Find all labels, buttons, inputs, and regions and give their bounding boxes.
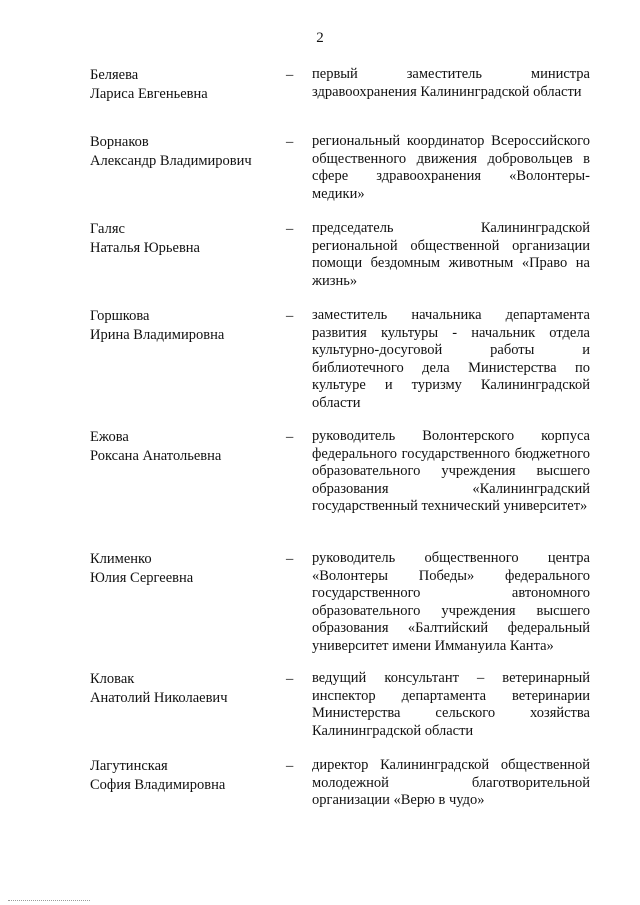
member-position: ведущий консультант – ветеринарный инспектор департамента ветеринарии Министерства сельского хозяйства Калининградской области	[312, 670, 590, 739]
member-surname: Клименко	[90, 551, 152, 567]
member-position: заместитель начальника департамента развития культуры - начальник отдела культурно-досуговой работы и библиотечного дела Министерства по культуре и туризму Калининградской области	[312, 307, 590, 411]
member-name	[90, 550, 280, 588]
member-name	[90, 307, 280, 345]
member-given-names: Наталья Юрьевна	[90, 240, 200, 256]
member-position: руководитель общественного центра «Волонтеры Победы» федерального государственного автономного образовательного учреждения высшего образования «Балтийский федеральный университет имени Иммануила Канта»	[312, 550, 590, 654]
dash-separator: –	[286, 551, 294, 567]
member-surname: Ворнаков	[90, 134, 149, 150]
member-name	[90, 670, 280, 708]
member-name	[90, 133, 280, 171]
member-position: региональный координатор Всероссийского общественного движения добровольцев в сфере здравоохранения «Волонтеры-медики»	[312, 133, 590, 202]
member-given-names: Ирина Владимировна	[90, 327, 225, 343]
member-given-names: Александр Владимирович	[90, 153, 252, 169]
member-position: первый заместитель министра здравоохранения Калининградской области	[312, 66, 590, 100]
member-surname: Горшкова	[90, 308, 150, 324]
dash-separator: –	[286, 429, 294, 445]
dash-separator: –	[286, 67, 294, 83]
member-surname: Галяс	[90, 221, 125, 237]
member-given-names: Лариса Евгеньевна	[90, 86, 208, 102]
dash-separator: –	[286, 308, 294, 324]
dash-separator: –	[286, 221, 294, 237]
member-surname: Лагутинская	[90, 758, 168, 774]
member-surname: Беляева	[90, 67, 139, 83]
member-given-names: София Владимировна	[90, 777, 226, 793]
member-name	[90, 428, 280, 466]
dash-separator: –	[286, 758, 294, 774]
member-name	[90, 220, 280, 258]
member-given-names: Роксана Анатольевна	[90, 448, 222, 464]
member-surname: Кловак	[90, 671, 135, 687]
page-number: 2	[316, 30, 324, 46]
member-given-names: Анатолий Николаевич	[90, 690, 228, 706]
member-position: директор Калининградской общественной молодежной благотворительной организации «Верю в чудо»	[312, 757, 590, 809]
member-position: председатель Калининградской региональной общественной организации помощи бездомным животным «Право на жизнь»	[312, 220, 590, 289]
dash-separator: –	[286, 671, 294, 687]
member-name	[90, 757, 280, 795]
dash-separator: –	[286, 134, 294, 150]
member-given-names: Юлия Сергеевна	[90, 570, 194, 586]
member-position: руководитель Волонтерского корпуса федерального государственного бюджетного образовательного учреждения высшего образования «Калининградский государственный технический университет»	[312, 428, 590, 515]
member-surname: Ежова	[90, 429, 129, 445]
member-name	[90, 66, 280, 104]
footer-rule	[8, 900, 90, 901]
